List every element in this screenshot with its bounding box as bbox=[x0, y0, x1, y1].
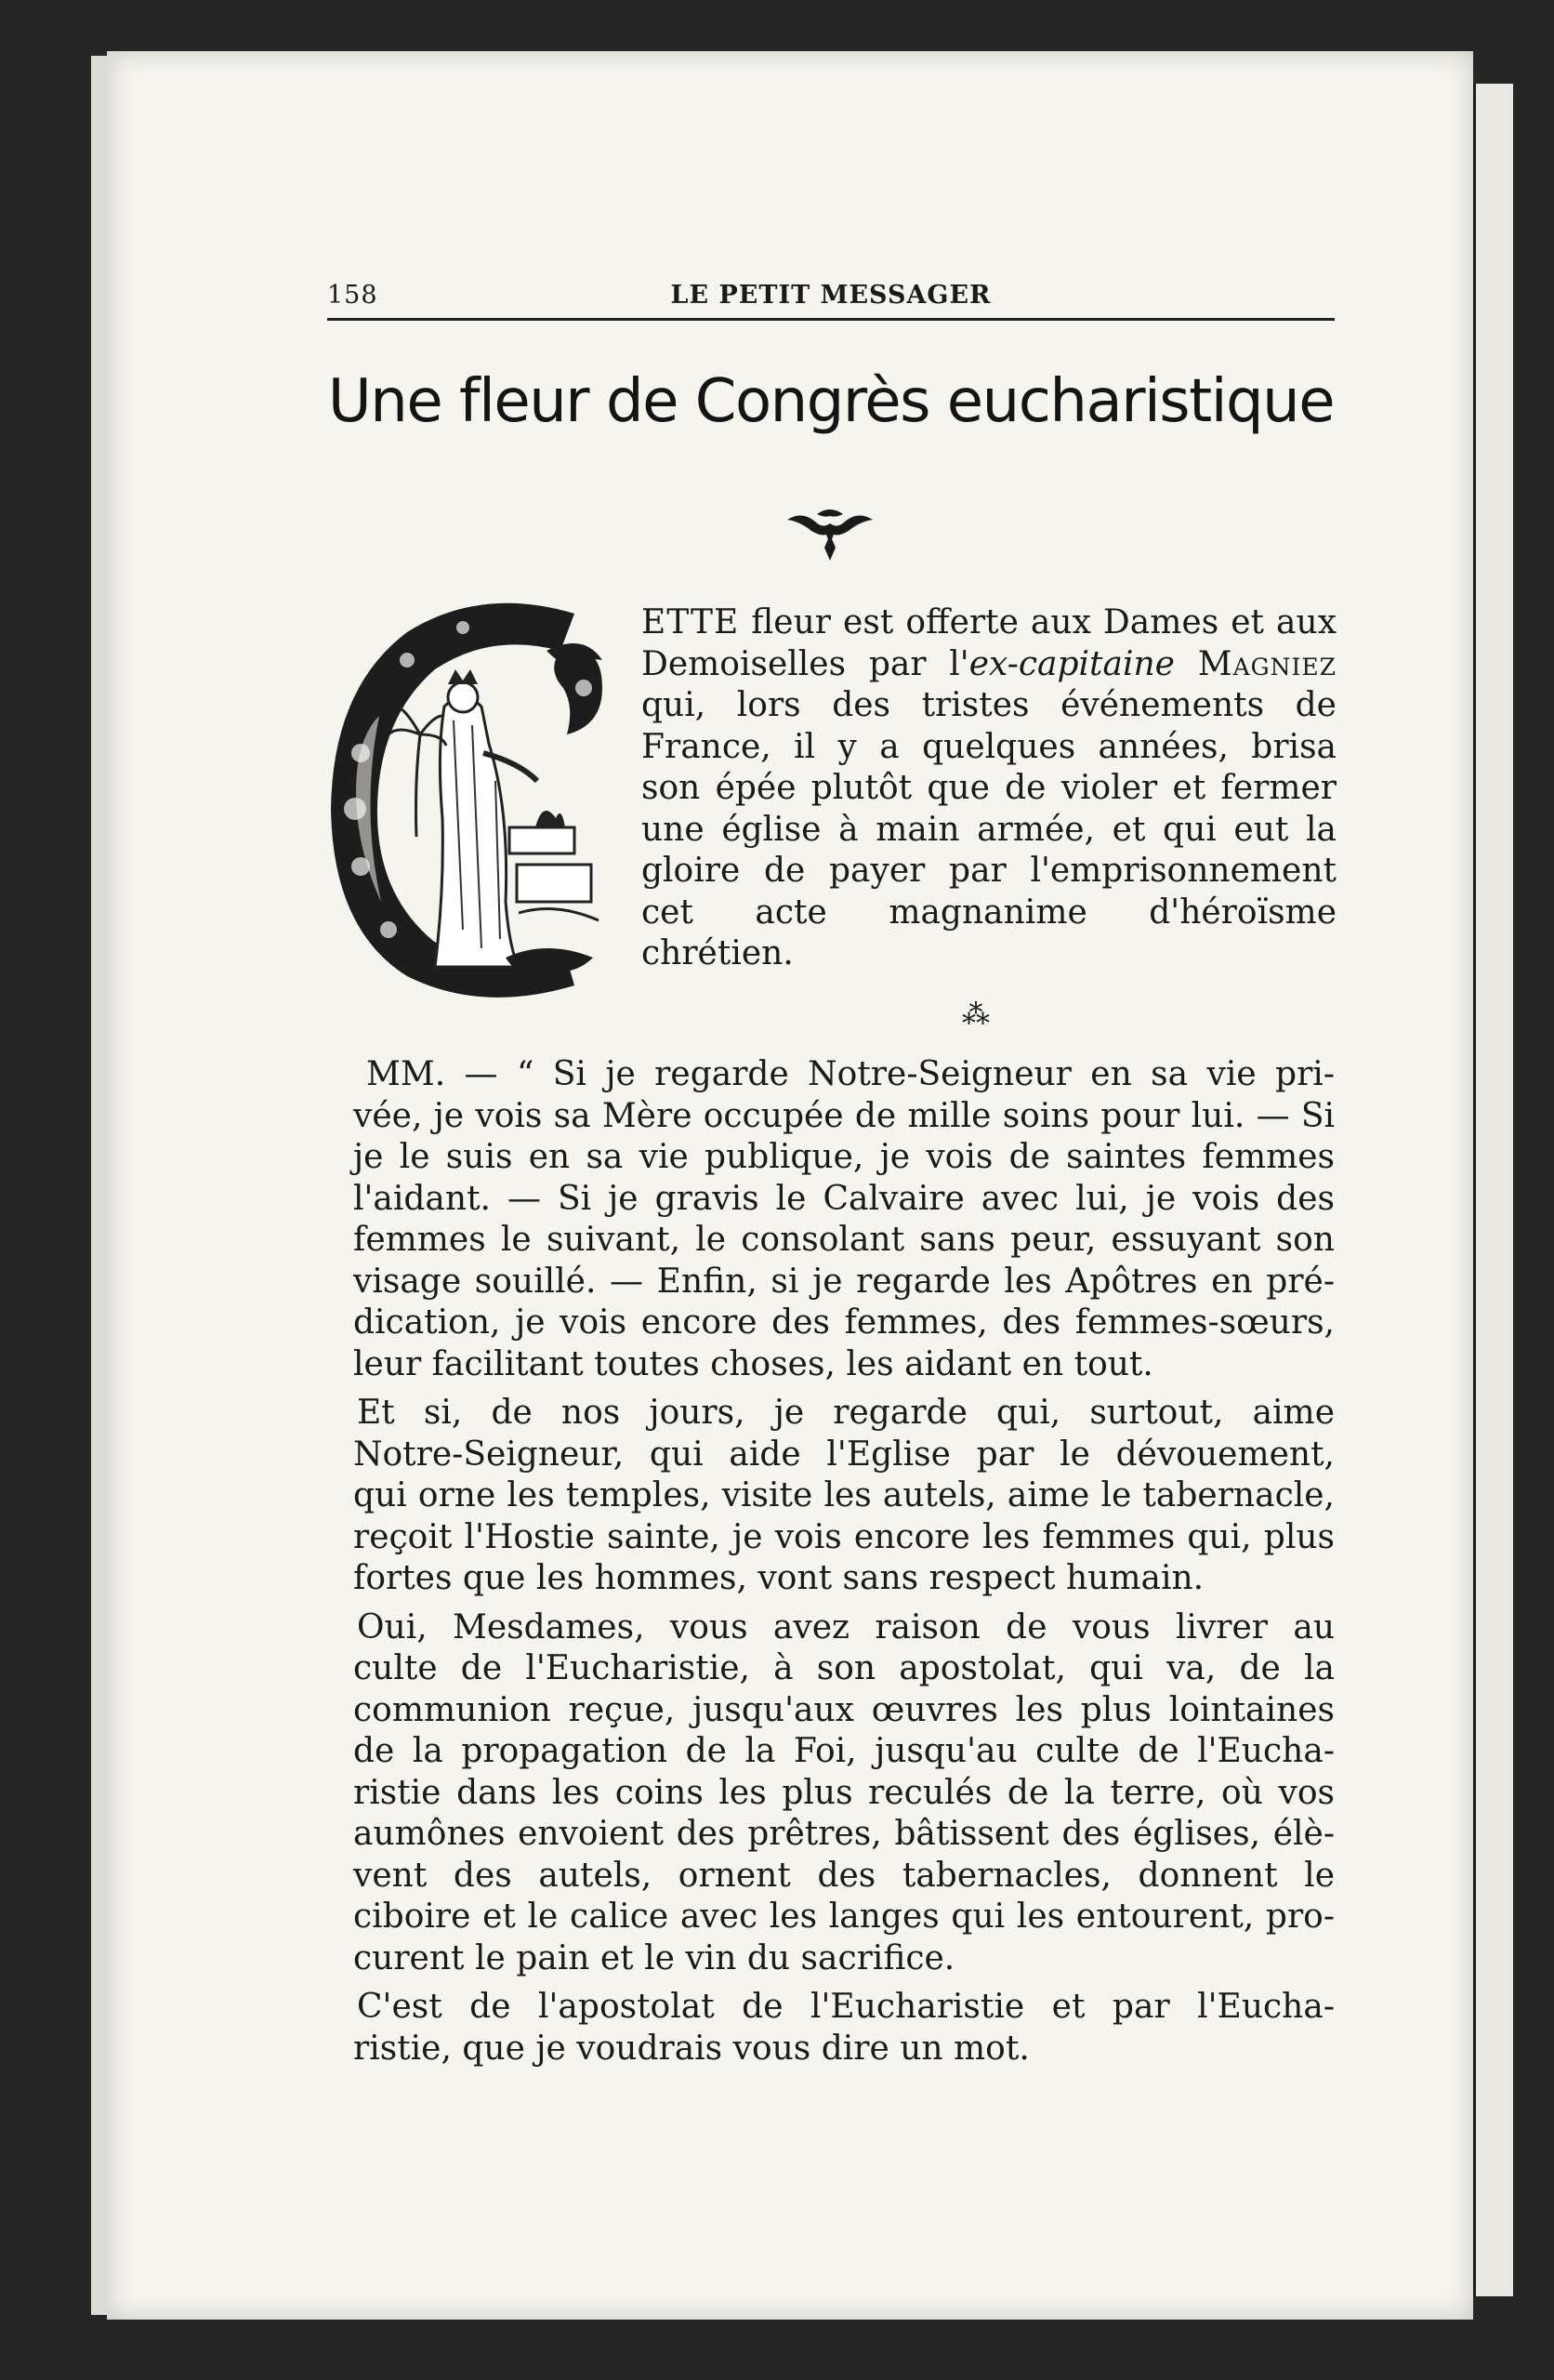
running-head-title: LE PETIT MESSAGER bbox=[670, 281, 992, 310]
body-line: culte de l'Eucharistie, à son apostolat, qui va, de la bbox=[353, 1649, 1335, 1687]
intro-line-2-italic: ex-capitaine bbox=[968, 644, 1175, 683]
paragraph-4 bbox=[353, 1987, 1335, 2069]
intro-line-8: cet acte magnanime d'héroïsme bbox=[641, 892, 1337, 932]
intro-line-7: gloire de payer par l'emprisonnement bbox=[641, 852, 1337, 890]
intro-line-1: fleur est offerte aux Dames et aux bbox=[739, 603, 1337, 641]
body-line: MM. — “ Si je regarde Notre-Seigneur en sa vie pri- bbox=[366, 1055, 1335, 1093]
illuminated-drop-cap bbox=[323, 595, 613, 1010]
body-line: C'est de l'apostolat de l'Eucharistie et par l'Eucha- bbox=[357, 1988, 1335, 2026]
facing-page-edge-right bbox=[1473, 84, 1513, 2296]
intro-paragraph bbox=[641, 602, 1337, 975]
intro-line-9: chrétien. bbox=[641, 934, 794, 972]
intro-line-6: une église à main armée, et qui eut la bbox=[641, 810, 1337, 849]
body-line: leur facilitant toutes choses, les aidant en tout. bbox=[353, 1344, 1153, 1383]
paragraph-1 bbox=[353, 1054, 1335, 1385]
body-line: Notre-Seigneur, qui aide l'Eglise par le dévouement, bbox=[353, 1435, 1335, 1474]
body-line: vent des autels, ornent des tabernacles, donnent le bbox=[353, 1856, 1335, 1895]
body-line: curent le pain et le vin du sacrifice. bbox=[353, 1938, 955, 1977]
body-line: de la propagation de la Foi, jusqu'au culte de l'Eucha- bbox=[353, 1732, 1335, 1770]
page-number: 158 bbox=[327, 281, 378, 310]
body-line: l'aidant. — Si je gravis le Calvaire avec lui, je vois des bbox=[353, 1179, 1335, 1218]
body-line: Oui, Mesdames, vous avez raison de vous livrer au bbox=[357, 1607, 1335, 1646]
intro-line-2-name: Magniez bbox=[1197, 644, 1337, 683]
body-line: dication, je vois encore des femmes, des femmes-sœurs, bbox=[353, 1303, 1335, 1342]
palm-tree-illustration bbox=[388, 707, 446, 837]
saint-figure-illustration bbox=[435, 669, 537, 967]
body-line: femmes le suivant, le consolant sans peur, essuyant son bbox=[353, 1221, 1335, 1259]
intro-line-2-start: Demoiselles par l' bbox=[641, 644, 969, 683]
running-head bbox=[327, 281, 1335, 321]
body-line: je le suis en sa vie publique, je vois de saintes femmes bbox=[353, 1138, 1335, 1176]
body-line: communion reçue, jusqu'aux œuvres les plus lointaines bbox=[353, 1690, 1335, 1729]
body-line: fortes que les hommes, vont sans respect humain. bbox=[353, 1559, 1205, 1597]
body-line: reçoit l'Hostie sainte, je vois encore les femmes qui, plus bbox=[353, 1517, 1335, 1556]
body-line: aumônes envoient des prêtres, bâtissent des églises, élè- bbox=[353, 1815, 1335, 1853]
body-line: ristie, que je voudrais vous dire un mot. bbox=[353, 2029, 1030, 2068]
intro-line-3: qui, lors des tristes événements de bbox=[641, 686, 1337, 724]
body-line: visage souillé. — Enfin, si je regarde les Apôtres en pré- bbox=[353, 1262, 1335, 1301]
body-line: vée, je vois sa Mère occupée de mille soins pour lui. — Si bbox=[353, 1096, 1335, 1135]
body-line: Et si, de nos jours, je regarde qui, surtout, aime bbox=[357, 1394, 1335, 1432]
intro-line-4: France, il y a quelques années, brisa bbox=[641, 727, 1337, 766]
drop-cap-continuation: ETTE bbox=[641, 603, 740, 641]
paragraph-3 bbox=[353, 1607, 1335, 1980]
body-line: ristie dans les coins les plus reculés de la terre, où vos bbox=[353, 1773, 1335, 1812]
intro-line-5: son épée plutôt que de violer et fermer bbox=[641, 769, 1337, 807]
article-body bbox=[353, 1054, 1335, 2069]
body-line: qui orne les temples, visite les autels, aime le tabernacle, bbox=[353, 1476, 1335, 1514]
body-line: ciboire et le calice avec les langes qui les entourent, pro- bbox=[353, 1897, 1335, 1936]
paragraph-2 bbox=[353, 1393, 1335, 1600]
article-title: Une fleur de Congrès eucharistique bbox=[327, 367, 1335, 436]
asterism-divider: ⁂ bbox=[962, 998, 990, 1031]
fleuron-ornament-icon bbox=[784, 507, 876, 562]
altar-illustration bbox=[509, 811, 599, 920]
